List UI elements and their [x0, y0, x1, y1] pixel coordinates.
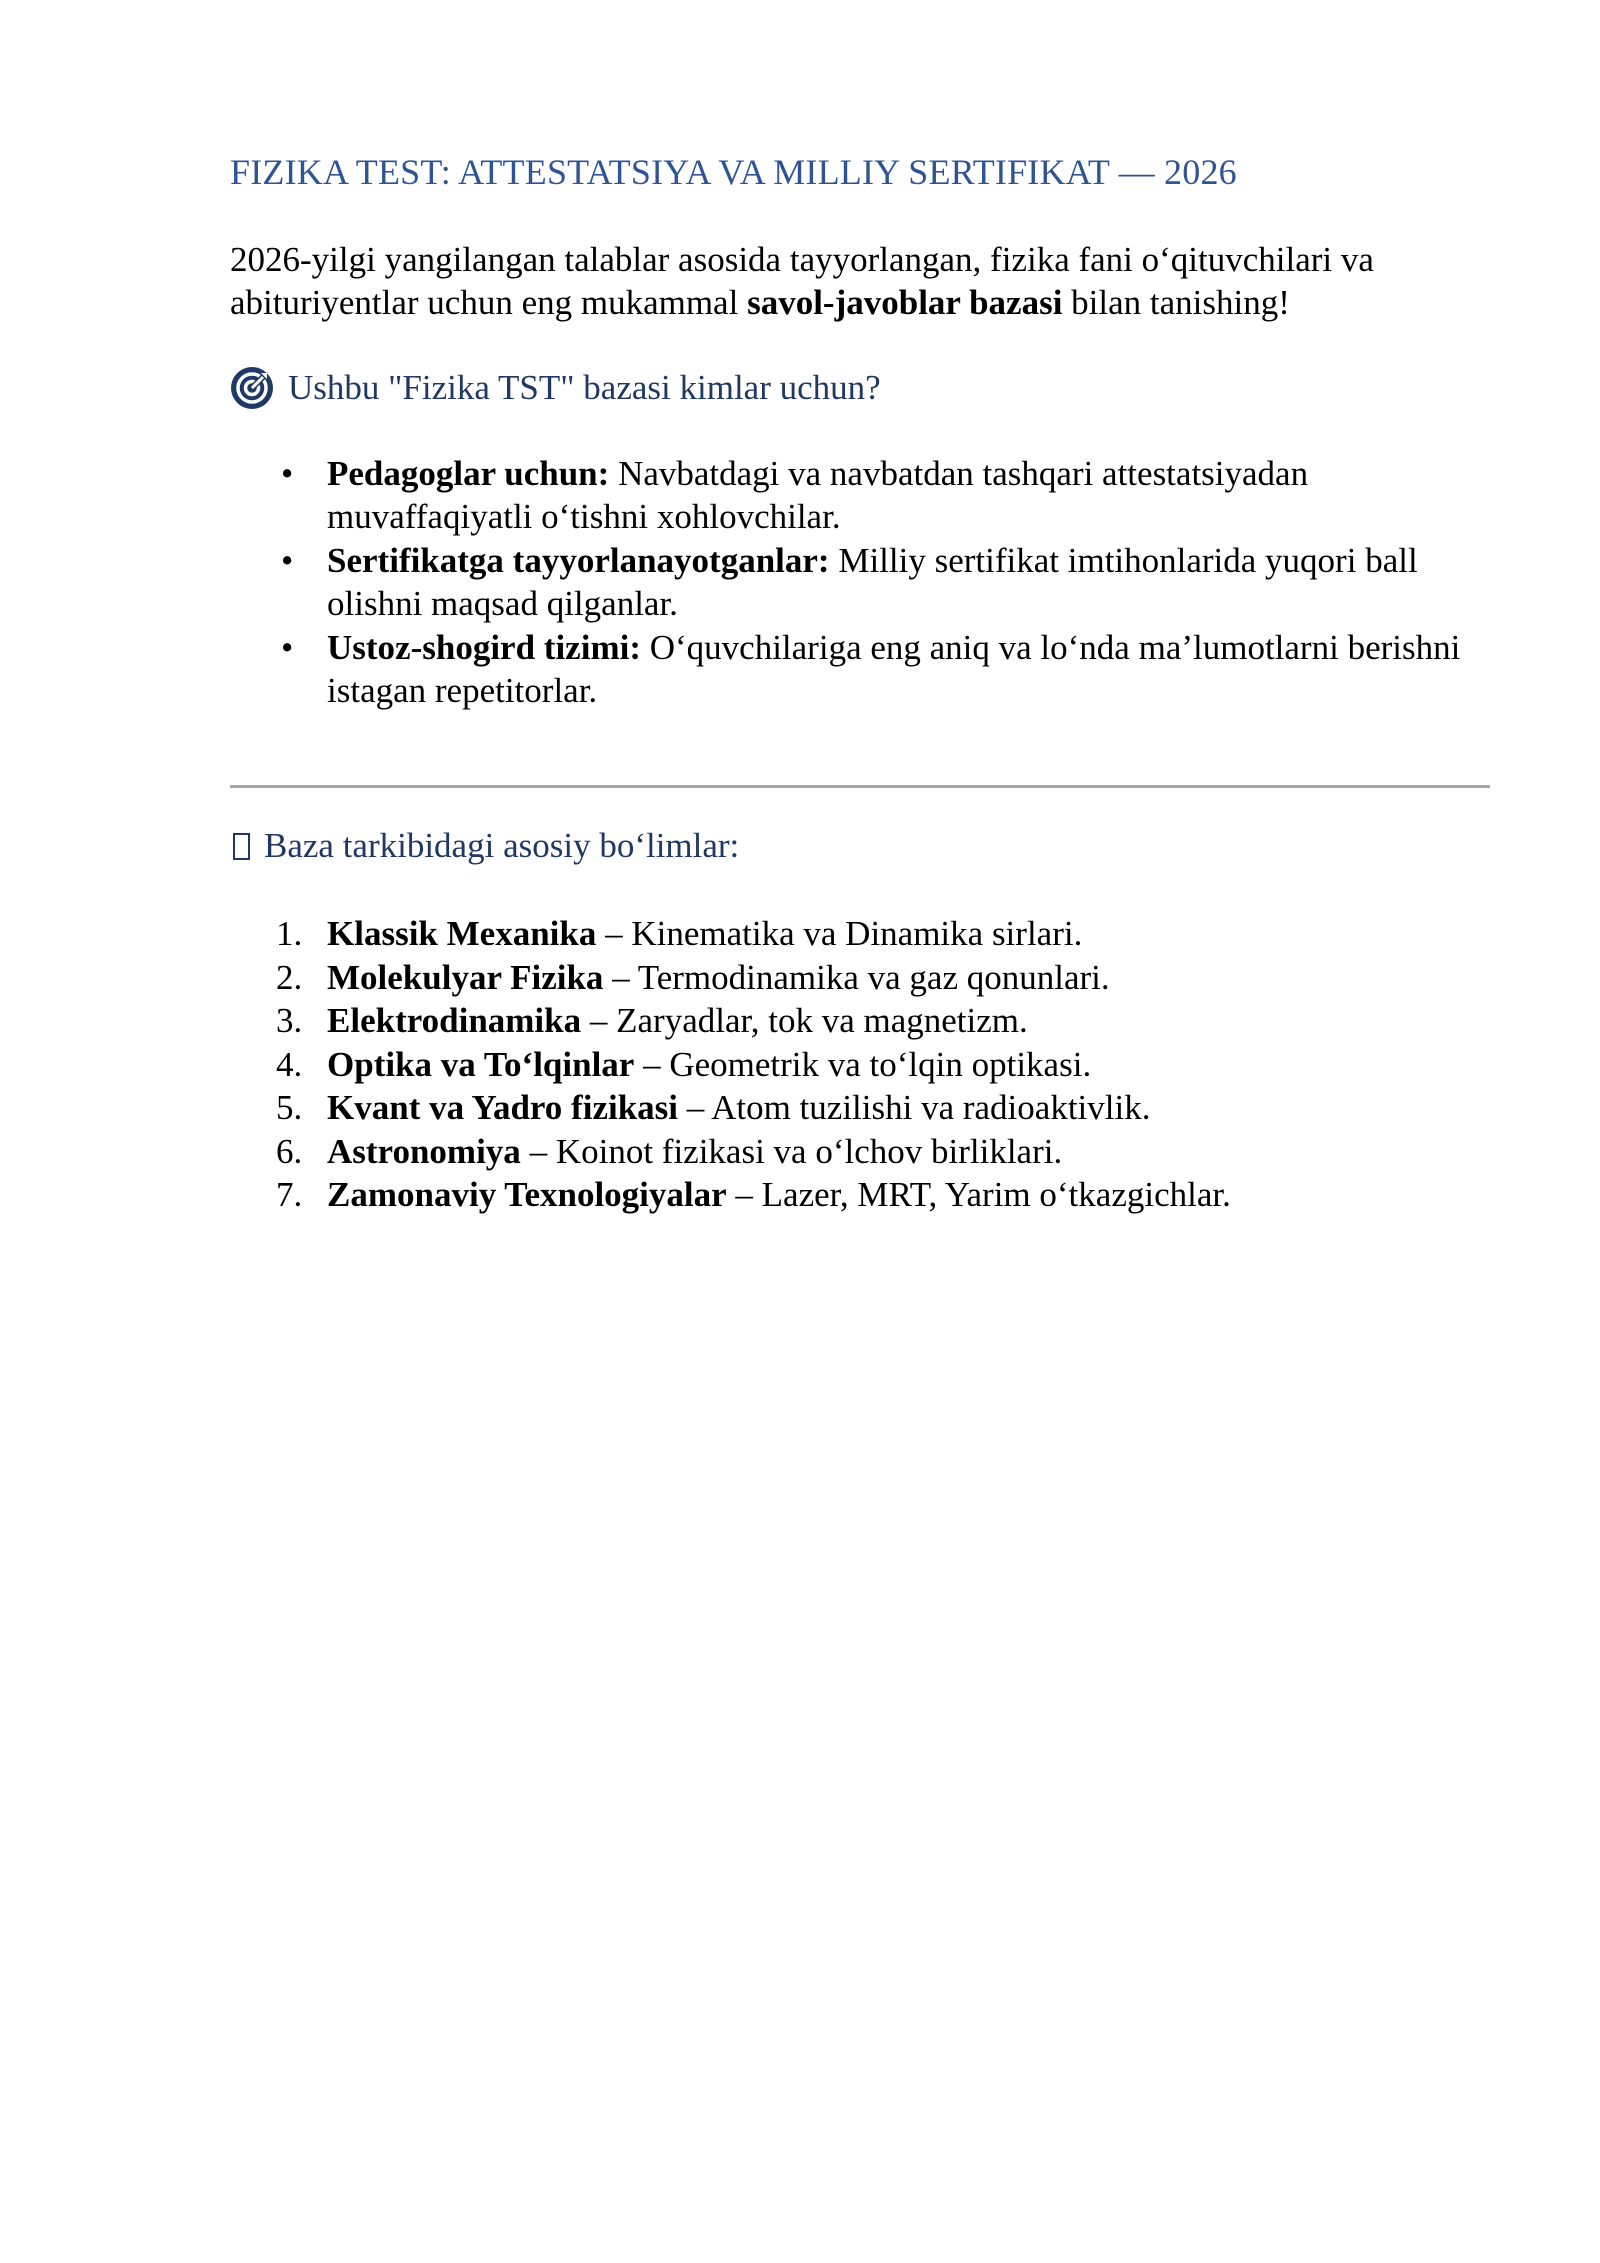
intro-text-before: 2026-yilgi yangilangan talablar asosida tayyorlangan, fizika fani o‘qituvchilari va abituriyentlar uchun eng mukammal: [230, 240, 1374, 322]
bullet-glyph: •: [281, 628, 294, 667]
list-number: 3.: [276, 1001, 303, 1040]
list-item-text: O‘quvchilariga eng aniq va lo‘nda ma’lumotlarni berishni istagan repetitorlar.: [327, 628, 1461, 710]
list-item-text: – Geometrik va to‘lqin optikasi.: [634, 1044, 1092, 1084]
list-item: [230, 956, 1490, 1000]
list-item: [230, 1043, 1490, 1087]
who-heading-text: Ushbu "Fizika TST" bazasi kimlar uchun?: [288, 368, 881, 407]
list-item: [230, 1086, 1490, 1130]
list-number: 1.: [276, 914, 303, 953]
intro-paragraph: [230, 238, 1490, 324]
sections-list: [230, 912, 1490, 1217]
list-item-bold: Ustoz-shogird tizimi:: [327, 628, 641, 667]
list-item-bold: Klassik Mexanika: [327, 914, 597, 953]
list-item-bold: Zamonaviy Texnologiyalar: [327, 1175, 727, 1214]
list-item-text: Navbatdagi va navbatdan tashqari attestatsiyadan muvaffaqiyatli o‘tishni xohlovchilar.: [327, 454, 1309, 536]
list-number: 5.: [276, 1088, 303, 1127]
list-number: 4.: [276, 1044, 303, 1084]
list-item-text: – Termodinamika va gaz qonunlari.: [603, 957, 1110, 997]
list-item: [230, 452, 1490, 538]
intro-text-after: bilan tanishing!: [1062, 283, 1290, 322]
list-item-bold: Astronomiya: [327, 1131, 521, 1171]
list-item-text: – Kinematika va Dinamika sirlari.: [596, 914, 1083, 953]
list-item: [230, 999, 1490, 1043]
bullet-glyph: •: [281, 541, 294, 580]
list-item-bold: Sertifikatga tayyorlanayotganlar:: [327, 541, 830, 580]
list-item-text: – Lazer, MRT, Yarim o‘tkazgichlar.: [726, 1175, 1231, 1214]
list-number: 6.: [276, 1131, 303, 1171]
bullet-glyph: •: [281, 454, 294, 493]
list-item: [230, 912, 1490, 956]
list-number: 2.: [276, 957, 303, 997]
list-item-text: – Atom tuzilishi va radioaktivlik.: [678, 1088, 1151, 1127]
list-item: [230, 1130, 1490, 1174]
list-item: [230, 539, 1490, 625]
horizontal-rule: [230, 785, 1490, 788]
intro-bold-text: savol-javoblar bazasi: [747, 283, 1063, 322]
list-number: 7.: [276, 1175, 303, 1214]
list-item-text: – Zaryadlar, tok va magnetizm.: [581, 1001, 1028, 1040]
who-list: [230, 452, 1490, 713]
list-item-bold: Kvant va Yadro fizikasi: [327, 1088, 679, 1127]
sections-heading-text: Baza tarkibidagi asosiy bo‘limlar:: [264, 826, 740, 865]
list-item-text: Milliy sertifikat imtihonlarida yuqori ball olishni maqsad qilganlar.: [327, 541, 1418, 623]
who-heading: [230, 366, 881, 410]
list-item-bold: Pedagoglar uchun:: [327, 454, 610, 493]
list-item-bold: Molekulyar Fizika: [327, 957, 604, 997]
list-item: [230, 1173, 1490, 1217]
document-title: FIZIKA TEST: ATTESTATSIYA VA MILLIY SERTIFIKAT — 2026: [230, 152, 1237, 192]
target-icon: [230, 366, 274, 410]
list-item-bold: Optika va To‘lqinlar: [327, 1044, 635, 1084]
list-item-text: – Koinot fizikasi va o‘lchov birliklari.: [520, 1131, 1063, 1171]
list-item: [230, 626, 1490, 712]
list-item-bold: Elektrodinamika: [327, 1001, 582, 1040]
box-icon: [233, 833, 250, 860]
sections-heading: [230, 826, 739, 866]
